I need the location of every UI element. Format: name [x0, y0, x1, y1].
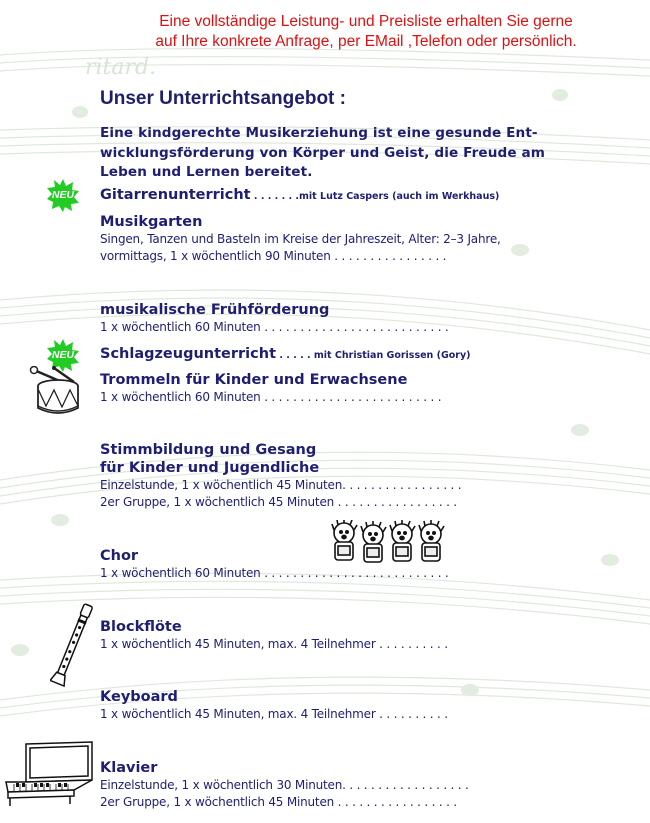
- list-item-fruehfoerderung: [100, 301, 630, 336]
- list-item-stimmbildung: [100, 441, 630, 511]
- item-title: Blockflöte: [100, 619, 182, 635]
- price-list-notice: [96, 12, 636, 52]
- choir-children-icon: [330, 520, 448, 568]
- item-title: Chor: [100, 548, 139, 564]
- item-line: 2er Gruppe, 1 x wöchentlich 45 Minuten . . . . . . . . . . . . . . . . .: [100, 795, 457, 809]
- list-item-guitar: [100, 186, 630, 206]
- notice-line-1: Eine vollständige Leistung- und Preisliste erhalten Sie gerne: [159, 13, 573, 30]
- item-subtitle: . . . . . . .mit Lutz Caspers (auch im Werkhaus): [250, 191, 500, 202]
- piano-icon: [4, 740, 96, 806]
- item-title-line-2: für Kinder und Jugendliche: [100, 460, 320, 476]
- item-title: [100, 186, 630, 206]
- item-line: 2er Gruppe, 1 x wöchentlich 45 Minuten . . . . . . . . . . . . . . . . .: [100, 495, 457, 509]
- item-title: Trommeln für Kinder und Erwachsene: [100, 372, 408, 388]
- item-line: vormittags, 1 x wöchentlich 90 Minuten . . . . . . . . . . . . . . . .: [100, 249, 447, 263]
- item-line: 1 x wöchentlich 60 Minuten . . . . . . . . . . . . . . . . . . . . . . . . .: [100, 390, 442, 404]
- item-line: Einzelstunde, 1 x wöchentlich 45 Minuten. . . . . . . . . . . . . . . . .: [100, 478, 462, 492]
- drum-icon: [28, 366, 88, 418]
- list-item-trommeln: [100, 371, 630, 406]
- intro-line-3: Leben und Lernen bereitet.: [100, 164, 313, 180]
- list-item-blockfloete: [100, 618, 630, 653]
- item-subtitle: . . . . . mit Christian Gorissen (Gory): [276, 350, 471, 361]
- list-item-keyboard: [100, 688, 630, 723]
- new-badge-guitar: [46, 178, 80, 212]
- item-line: 1 x wöchentlich 45 Minuten, max. 4 Teilnehmer . . . . . . . . . .: [100, 707, 448, 721]
- intro-text: [100, 124, 630, 183]
- list-item-klavier: [100, 759, 630, 811]
- item-title: [100, 345, 630, 365]
- item-line: Singen, Tanzen und Basteln im Kreise der Jahreszeit, Alter: 2–3 Jahre,: [100, 232, 501, 246]
- item-title: Keyboard: [100, 689, 178, 705]
- svg-text:ritard.: ritard.: [85, 55, 157, 80]
- intro-line-1: Eine kindgerechte Musikerziehung ist eine gesunde Ent-: [100, 125, 538, 141]
- item-line: 1 x wöchentlich 60 Minuten . . . . . . . . . . . . . . . . . . . . . . . . . .: [100, 566, 449, 580]
- item-line: 1 x wöchentlich 45 Minuten, max. 4 Teilnehmer . . . . . . . . . .: [100, 637, 448, 651]
- item-title: Musikgarten: [100, 214, 203, 230]
- page-title: Unser Unterrichtsangebot :: [100, 88, 346, 109]
- intro-line-2: wicklungsförderung von Körper und Geist, die Freude am: [100, 144, 546, 161]
- item-line: Einzelstunde, 1 x wöchentlich 30 Minuten. . . . . . . . . . . . . . . . . .: [100, 778, 469, 792]
- recorder-flute-icon: [50, 600, 94, 690]
- list-item-musikgarten: [100, 213, 630, 265]
- item-line: 1 x wöchentlich 60 Minuten . . . . . . . . . . . . . . . . . . . . . . . . . .: [100, 320, 449, 334]
- list-item-schlagzeug: [100, 345, 630, 365]
- item-title-text: Gitarrenunterricht: [100, 187, 251, 203]
- item-title-text: Schlagzeugunterricht: [100, 346, 277, 362]
- item-title: musikalische Frühförderung: [100, 302, 330, 318]
- new-badge-label: NEU: [51, 349, 75, 361]
- notice-line-2: auf Ihre konkrete Anfrage, per EMail ,Telefon oder persönlich.: [155, 33, 577, 50]
- new-badge-label: NEU: [51, 189, 75, 201]
- item-title: Klavier: [100, 760, 158, 776]
- item-title: Stimmbildung und Gesang: [100, 442, 317, 458]
